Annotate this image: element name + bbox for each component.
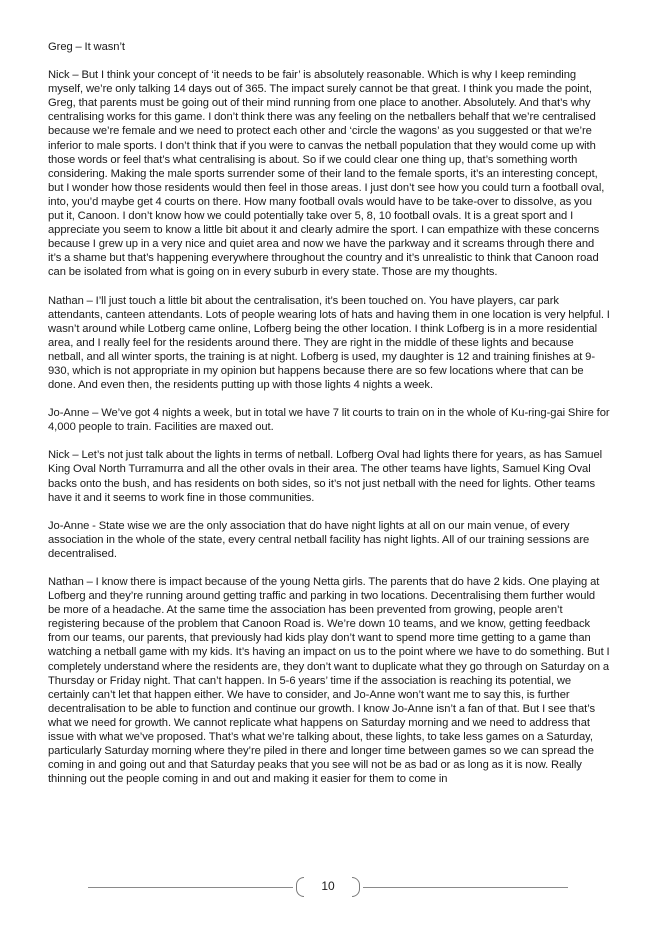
paragraph-nick-1: Nick – But I think your concept of ‘it needs to be fair’ is absolutely reasonable. Which is why I keep reminding myself, we’re only talking 14 days out of 365. The impact surely cannot be that great. I think you made the point, Greg, that parents must be going out of their mind running from one place to another. Absolutely. And that’s why centralising works for this game. I don’t think there was any feeling on the netballers behalf that we’re centralised because we’re female and we need to protect each other and ‘circle the wagons’ as you suggested or that we’re inferior to male sports. I don’t think that if you were to canvas the netball population that they would come up with those words or feel that’s what centralising is about. So if we could clear one thing up, that’s something worth considering. Making the male sports surrender some of their land to the female sports, it’s an interesting concept, but I wonder how those residents would then feel in those areas. I just don’t see how you could turn a football oval, into, you’d maybe get 4 courts on there. How many football ovals would have to be take-over to dissolve, as you put it, Canoon. I don’t know how we could potentially take over 5, 8, 10 football ovals. It is a great sport and I appreciate you seem to know a little bit about it and clearly admire the sport. I can empathize with these concerns because I grew up in a very nice and quiet area and now we have the parkway and it screams through there and it’s a shame but that’s happening everywhere throughout the country and it’s unrealistic to think that Canoon road can be isolated from what is going on in every suburb in every state. Those are my thoughts. (48, 69, 605, 279)
paragraph-jo-anne-2: Jo-Anne - State wise we are the only association that do have night lights at all on our main venue, of every association in the whole of the state, every central netball facility has night lights. All of our training sessions are decentralised. (48, 519, 590, 560)
paragraph-nathan-1: Nathan – I’ll just touch a little bit about the centralisation, it’s been touched on. You have players, car park attendants, canteen attendants. Lots of people wearing lots of hats and having them in one location is very helpful. I wasn’t around while Lotberg came online, Lofberg being the other location. I think Lofberg is in a more residential area, and I really feel for the residents around there. They are right in the middle of these lights and because netball, and all winter sports, the training is at night. Lofberg is used, my daughter is 12 and training finishes at 9-930, which is not appropriate in my opinion but happens because there are so few locations where that can be done. And even then, the residents putting up with those lights 4 nights a week. (48, 294, 610, 392)
page-number: 10 (321, 879, 335, 893)
footer-bracket-right (352, 877, 360, 897)
transcript-body (48, 40, 610, 800)
paragraph-greg: Greg – It wasn’t (48, 41, 125, 53)
paragraph-jo-anne-1: Jo-Anne – We’ve got 4 nights a week, but in total we have 7 lit courts to train on in the whole of Ku-ring-gai Shire for 4,000 people to train. Facilities are maxed out. (48, 407, 610, 434)
page-footer (88, 876, 568, 900)
footer-rule-right (363, 887, 568, 888)
paragraph-nick-2: Nick – Let’s not just talk about the lights in terms of netball. Lofberg Oval had lights there for years, as has Samuel King Oval North Turramurra and all the other ovals in their area. The other teams have lights, Samuel King Oval backs onto the bush, and has residents on both sides, so it’s not just netball with the need for lights. Other teams have it and it seems to work fine in those communities. (48, 449, 603, 504)
paragraph-nathan-2: Nathan – I know there is impact because of the young Netta girls. The parents that do have 2 kids. One playing at Lofberg and they’re running around getting traffic and parking in two locations. Decentralising them further would be more of a headache. At the same time the association has been prevented from growing, people aren’t registering because of the problem that Canoon Road is. We’re down 10 teams, and we know, getting feedback from our teams, our parents, that previously had kids play don’t want to spend more time getting to a game than watching a netball game with my kids. It’s having an impact on us to the point where we have to do something. But I completely understand where the residents are, they don’t want to duplicate what they go through on Saturday on a Thursday or Friday night. That can’t happen. In 5-6 years’ time if the association is reaching its potential, we certainly can’t let that happen either. We have to consider, and Jo-Anne won’t want me to say this, is further decentralisation to be able to function and continue our growth. I know Jo-Anne isn’t a fan of that. But I see that’s what we need for growth. We cannot replicate what happens on Saturday morning and we need to address that issue with what we’ve proposed. That’s what we’re talking about, these lights, to take less games on a Saturday, particularly Saturday morning where they’re piled in there and longer time between games so we can spread the coming in and going out and that Saturday peaks that you see will not be as bad or as long as it is now. Really thinning out the people coming in and out and making it easier for them to come in (48, 576, 610, 786)
